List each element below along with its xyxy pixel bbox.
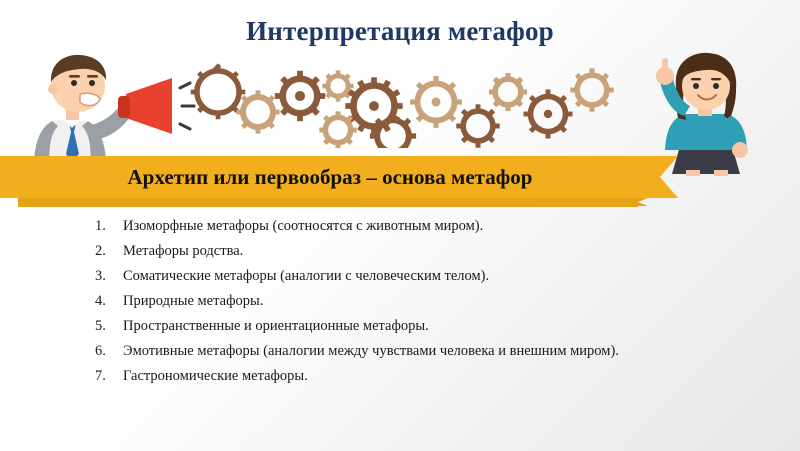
banner-heading: Архетип или первообраз – основа метафор	[127, 165, 533, 189]
banner-arrow-tip	[660, 156, 678, 198]
list-item-label: Соматические метафоры (аналогии с человеческим телом).	[123, 268, 490, 284]
gear-icon	[481, 65, 535, 119]
list-item-number: 1.	[95, 218, 106, 234]
page-title: Интерпретация метафор	[246, 16, 554, 46]
list-item	[95, 343, 755, 360]
gears-row	[188, 48, 618, 148]
list-item	[95, 218, 755, 235]
gear-icon	[561, 59, 618, 120]
list-item-label: Природные метафоры.	[123, 293, 264, 309]
metaphor-list	[95, 218, 755, 393]
list-item	[95, 243, 755, 260]
list-item-number: 2.	[95, 243, 106, 259]
illustration-man-with-megaphone	[22, 42, 197, 172]
list-item	[95, 293, 755, 310]
list-item-label: Пространственные и ориентационные метафоры.	[123, 318, 429, 334]
list-item-number: 5.	[95, 318, 106, 334]
list-item-label: Гастрономические метафоры.	[123, 368, 308, 384]
list-item-label: Эмотивные метафоры (аналогии между чувствами человека и внешним миром).	[123, 343, 619, 359]
list-item	[95, 368, 755, 385]
list-item-label: Изоморфные метафоры (соотносятся с животным миром).	[123, 218, 484, 234]
gears-svg	[188, 48, 618, 148]
list-item-label: Метафоры родства.	[123, 243, 244, 259]
list-item-number: 7.	[95, 368, 106, 384]
illustration-woman-pointing	[632, 42, 782, 172]
list-item	[95, 268, 755, 285]
list-item-number: 3.	[95, 268, 106, 284]
list-item	[95, 318, 755, 335]
list-item-number: 4.	[95, 293, 106, 309]
gear-icon	[264, 60, 335, 131]
list-item-number: 6.	[95, 343, 106, 359]
banner	[0, 156, 800, 212]
banner-shadow	[18, 198, 638, 207]
